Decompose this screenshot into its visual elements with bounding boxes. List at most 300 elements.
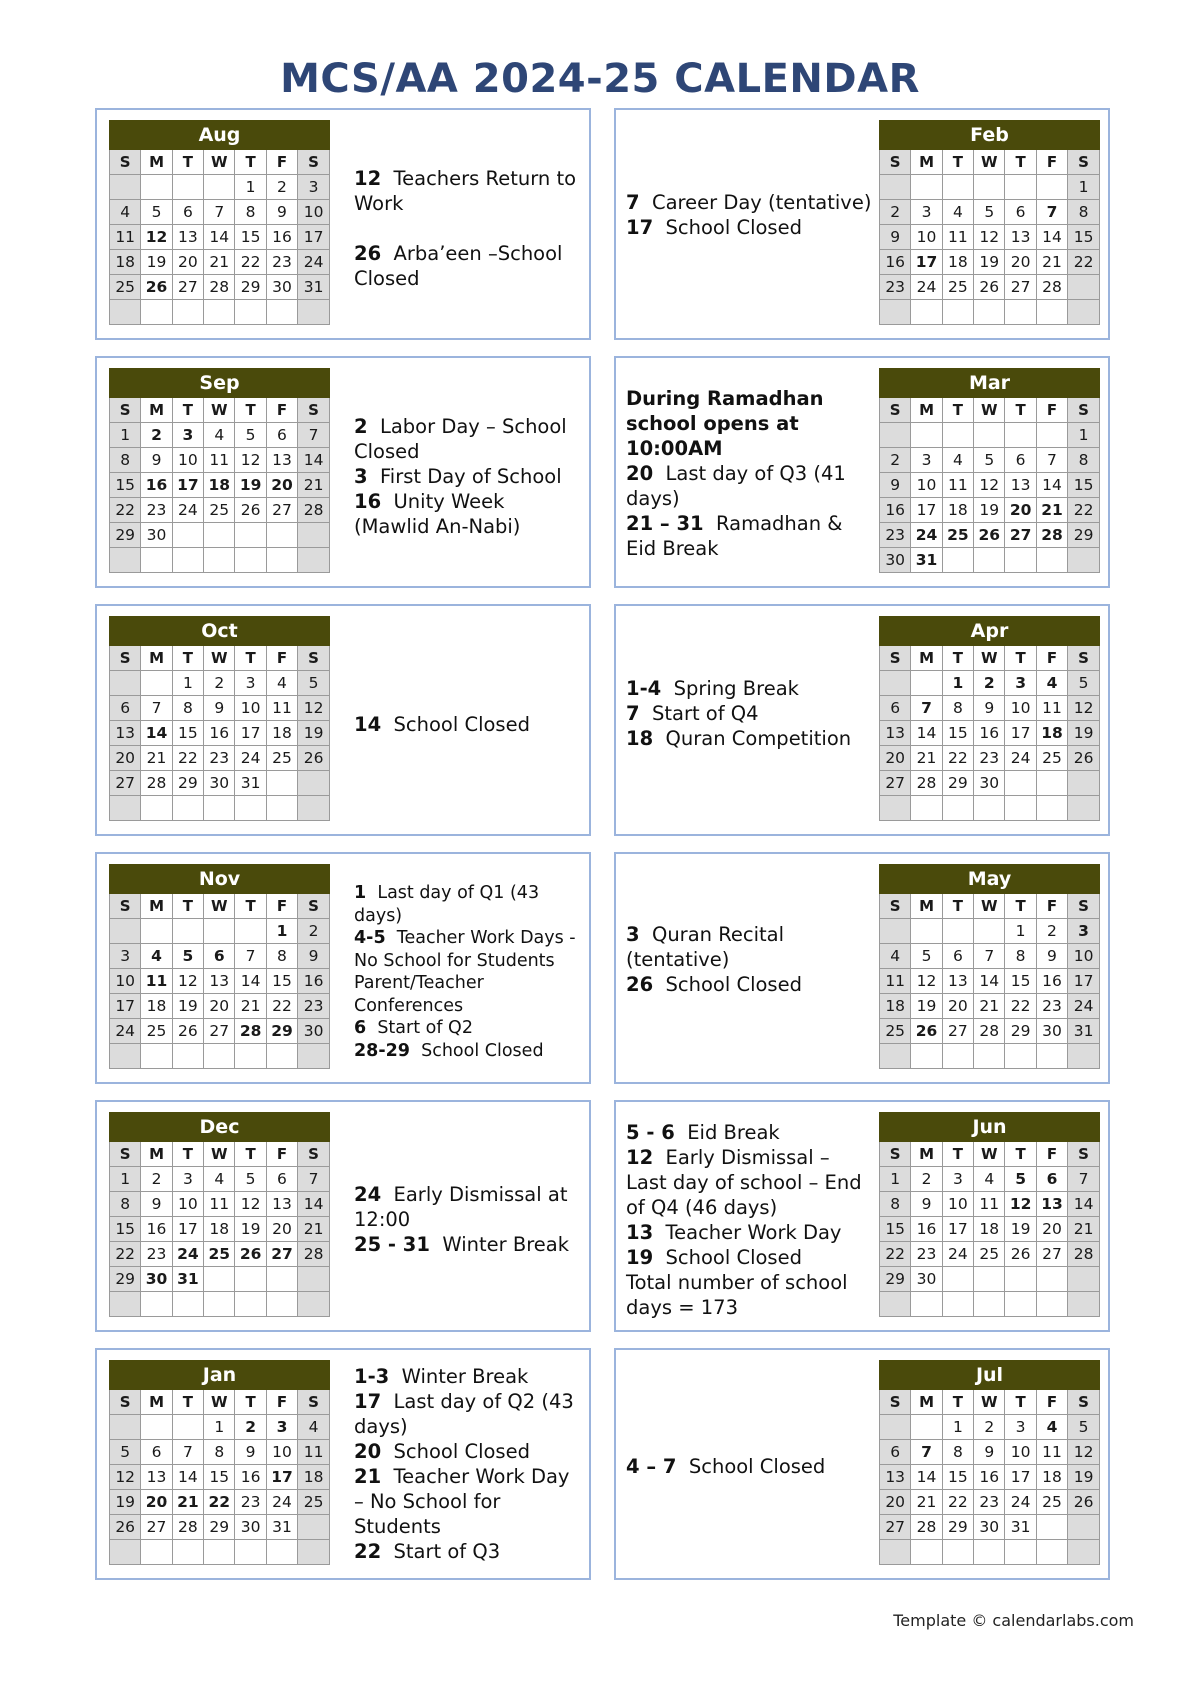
day-cell: 31 [266, 1515, 297, 1540]
day-cell: 19 [172, 994, 203, 1019]
empty-cell [1036, 771, 1067, 796]
empty-cell [172, 548, 203, 573]
day-cell: 26 [974, 275, 1005, 300]
event-date: 25 - 31 [354, 1233, 430, 1256]
event-date: 19 [626, 1246, 654, 1269]
event-note [626, 1454, 872, 1479]
weekday-label: W [974, 398, 1005, 423]
day-cell: 23 [266, 250, 297, 275]
weekday-label: M [911, 1390, 942, 1415]
empty-cell [110, 175, 141, 200]
empty-cell [110, 548, 141, 573]
empty-cell [235, 548, 266, 573]
day-cell: 30 [880, 548, 911, 573]
day-cell: 7 [298, 1167, 330, 1192]
day-cell: 15 [1068, 225, 1100, 250]
event-date: 5 - 6 [626, 1121, 675, 1144]
empty-cell [204, 1044, 235, 1069]
weekday-label: S [880, 1142, 911, 1167]
weekday-label: S [110, 398, 141, 423]
empty-cell [1068, 548, 1100, 573]
day-cell: 30 [298, 1019, 330, 1044]
day-cell: 11 [266, 696, 297, 721]
day-cell: 22 [204, 1490, 235, 1515]
day-cell: 12 [298, 696, 330, 721]
day-cell: 24 [1068, 994, 1100, 1019]
empty-cell [235, 523, 266, 548]
event-text: School Closed [676, 1455, 826, 1478]
day-cell: 23 [974, 746, 1005, 771]
empty-cell [141, 671, 172, 696]
empty-cell [110, 1292, 141, 1317]
event-note [354, 489, 582, 539]
empty-cell [141, 175, 172, 200]
empty-cell [1068, 1044, 1100, 1069]
day-cell: 5 [110, 1440, 141, 1465]
event-text: School Closed [381, 1440, 530, 1463]
day-cell: 25 [974, 1242, 1005, 1267]
empty-cell [298, 548, 330, 573]
day-cell: 15 [942, 1465, 973, 1490]
event-date: 1-3 [354, 1365, 390, 1388]
event-note [354, 1232, 582, 1257]
empty-cell [880, 1292, 911, 1317]
day-cell: 2 [298, 919, 330, 944]
day-cell: 14 [974, 969, 1005, 994]
weekday-label: T [1005, 1142, 1036, 1167]
day-cell: 16 [911, 1217, 942, 1242]
day-cell: 5 [974, 200, 1005, 225]
day-cell: 22 [266, 994, 297, 1019]
empty-cell [942, 300, 973, 325]
day-cell: 15 [1068, 473, 1100, 498]
event-date: 20 [354, 1440, 382, 1463]
event-text: School Closed [653, 216, 802, 239]
empty-cell [266, 523, 297, 548]
day-cell: 17 [942, 1217, 973, 1242]
empty-cell [1068, 796, 1100, 821]
day-cell: 10 [1005, 1440, 1036, 1465]
day-cell: 10 [1005, 696, 1036, 721]
day-cell: 17 [110, 994, 141, 1019]
day-cell: 16 [204, 721, 235, 746]
event-note [626, 922, 872, 972]
empty-cell [974, 300, 1005, 325]
event-text: Last day of Q2 (43 days) [354, 1390, 580, 1438]
day-cell: 25 [204, 1242, 235, 1267]
event-note [354, 216, 582, 241]
day-cell: 27 [880, 771, 911, 796]
day-cell: 22 [110, 1242, 141, 1267]
day-cell: 11 [942, 225, 973, 250]
day-cell: 9 [974, 696, 1005, 721]
event-date: 18 [626, 727, 654, 750]
weekday-label: M [141, 398, 172, 423]
day-cell: 4 [298, 1415, 330, 1440]
event-date: 7 [626, 191, 640, 214]
empty-cell [1068, 1292, 1100, 1317]
day-cell: 11 [1036, 696, 1067, 721]
day-cell: 21 [298, 473, 330, 498]
day-cell: 31 [235, 771, 266, 796]
event-text: Start of Q4 [639, 702, 759, 725]
weekday-label: F [1036, 894, 1067, 919]
event-text: Teacher Work Day – No School for Students [354, 1465, 576, 1538]
day-cell: 8 [942, 696, 973, 721]
day-cell: 23 [1036, 994, 1067, 1019]
day-cell: 6 [172, 200, 203, 225]
day-cell: 23 [141, 1242, 172, 1267]
empty-cell [298, 1292, 330, 1317]
day-cell: 23 [880, 275, 911, 300]
day-cell: 29 [266, 1019, 297, 1044]
day-cell: 27 [172, 275, 203, 300]
event-note [354, 1464, 582, 1539]
day-cell: 14 [172, 1465, 203, 1490]
day-cell: 18 [942, 250, 973, 275]
empty-cell [1036, 1540, 1067, 1565]
event-date: 14 [354, 713, 382, 736]
panel-nov [95, 852, 591, 1084]
event-text: First Day of School [367, 465, 562, 488]
day-cell: 27 [141, 1515, 172, 1540]
empty-cell [204, 1267, 235, 1292]
event-text: School Closed [381, 713, 530, 736]
empty-cell [204, 1540, 235, 1565]
day-cell: 27 [880, 1515, 911, 1540]
day-cell: 15 [110, 1217, 141, 1242]
empty-cell [172, 300, 203, 325]
month-calendar [109, 864, 330, 1069]
empty-cell [1036, 423, 1067, 448]
month-notes [626, 190, 872, 240]
footer-credit: Template © calendarlabs.com [893, 1611, 1134, 1630]
day-cell: 8 [110, 1192, 141, 1217]
day-cell: 30 [974, 771, 1005, 796]
event-note [626, 701, 872, 726]
empty-cell [942, 1267, 973, 1292]
day-cell: 3 [110, 944, 141, 969]
empty-cell [172, 1044, 203, 1069]
day-cell: 10 [235, 696, 266, 721]
day-cell: 25 [141, 1019, 172, 1044]
day-cell: 26 [911, 1019, 942, 1044]
day-cell: 14 [298, 1192, 330, 1217]
day-cell: 5 [298, 671, 330, 696]
day-cell: 18 [266, 721, 297, 746]
event-text: Quran Competition [653, 727, 852, 750]
month-name: Feb [880, 121, 1100, 150]
day-cell: 13 [266, 448, 297, 473]
day-cell: 29 [172, 771, 203, 796]
empty-cell [1005, 1540, 1036, 1565]
day-cell: 3 [266, 1415, 297, 1440]
weekday-label: S [880, 150, 911, 175]
day-cell: 15 [942, 721, 973, 746]
month-notes [354, 1364, 582, 1564]
day-cell: 19 [974, 250, 1005, 275]
day-cell: 26 [1005, 1242, 1036, 1267]
weekday-label: S [110, 646, 141, 671]
day-cell: 4 [266, 671, 297, 696]
day-cell: 2 [204, 671, 235, 696]
day-cell: 30 [141, 523, 172, 548]
event-date: 1-4 [626, 677, 662, 700]
empty-cell [110, 671, 141, 696]
day-cell: 11 [1036, 1440, 1067, 1465]
empty-cell [974, 796, 1005, 821]
day-cell: 10 [172, 448, 203, 473]
day-cell: 10 [172, 1192, 203, 1217]
empty-cell [1036, 796, 1067, 821]
day-cell: 16 [974, 721, 1005, 746]
day-cell: 20 [942, 994, 973, 1019]
empty-cell [974, 1292, 1005, 1317]
weekday-label: M [141, 1142, 172, 1167]
empty-cell [880, 1044, 911, 1069]
day-cell: 29 [204, 1515, 235, 1540]
day-cell: 22 [1005, 994, 1036, 1019]
day-cell: 14 [911, 721, 942, 746]
day-cell: 9 [1036, 944, 1067, 969]
day-cell: 17 [235, 721, 266, 746]
day-cell: 15 [266, 969, 297, 994]
day-cell: 3 [911, 200, 942, 225]
day-cell: 12 [974, 473, 1005, 498]
day-cell: 5 [172, 944, 203, 969]
day-cell: 6 [266, 423, 297, 448]
event-text: Winter Break [389, 1365, 529, 1388]
weekday-label: F [266, 1390, 297, 1415]
day-cell: 9 [974, 1440, 1005, 1465]
weekday-label: W [204, 1142, 235, 1167]
event-date: 21 [354, 1465, 382, 1488]
day-cell: 2 [235, 1415, 266, 1440]
weekday-label: T [235, 894, 266, 919]
event-note [626, 1120, 872, 1145]
day-cell: 13 [141, 1465, 172, 1490]
day-cell: 9 [880, 225, 911, 250]
event-note [354, 1389, 582, 1439]
day-cell: 19 [1068, 1465, 1100, 1490]
weekday-label: F [266, 150, 297, 175]
day-cell: 17 [911, 250, 942, 275]
day-cell: 1 [880, 1167, 911, 1192]
day-cell: 7 [298, 423, 330, 448]
day-cell: 19 [1005, 1217, 1036, 1242]
day-cell: 14 [1036, 473, 1067, 498]
weekday-label: S [298, 894, 330, 919]
day-cell: 9 [298, 944, 330, 969]
day-cell: 2 [141, 423, 172, 448]
event-note [626, 676, 872, 701]
day-cell: 26 [172, 1019, 203, 1044]
day-cell: 24 [172, 1242, 203, 1267]
day-cell: 21 [974, 994, 1005, 1019]
day-cell: 1 [1068, 423, 1100, 448]
day-cell: 23 [141, 498, 172, 523]
day-cell: 16 [298, 969, 330, 994]
empty-cell [141, 1415, 172, 1440]
empty-cell [911, 1044, 942, 1069]
day-cell: 30 [1036, 1019, 1067, 1044]
panel-apr [614, 604, 1110, 836]
day-cell: 25 [298, 1490, 330, 1515]
empty-cell [1005, 1044, 1036, 1069]
event-date: 7 [626, 702, 640, 725]
day-cell: 12 [141, 225, 172, 250]
month-name: Sep [110, 369, 330, 398]
weekday-label: T [1005, 398, 1036, 423]
day-cell: 28 [974, 1019, 1005, 1044]
empty-cell [1068, 1540, 1100, 1565]
weekday-label: T [235, 1142, 266, 1167]
weekday-label: T [172, 1142, 203, 1167]
empty-cell [942, 1292, 973, 1317]
day-cell: 18 [298, 1465, 330, 1490]
day-cell: 3 [1068, 919, 1100, 944]
day-cell: 26 [1068, 746, 1100, 771]
day-cell: 27 [110, 771, 141, 796]
empty-cell [1005, 423, 1036, 448]
day-cell: 8 [1068, 448, 1100, 473]
day-cell: 28 [911, 1515, 942, 1540]
weekday-label: W [204, 646, 235, 671]
empty-cell [911, 796, 942, 821]
day-cell: 5 [1068, 671, 1100, 696]
day-cell: 10 [911, 225, 942, 250]
event-note [354, 1364, 582, 1389]
panel-sep [95, 356, 591, 588]
weekday-label: W [204, 398, 235, 423]
day-cell: 20 [880, 1490, 911, 1515]
empty-cell [298, 523, 330, 548]
day-cell: 2 [911, 1167, 942, 1192]
empty-cell [110, 1415, 141, 1440]
day-cell: 18 [974, 1217, 1005, 1242]
day-cell: 12 [172, 969, 203, 994]
day-cell: 6 [204, 944, 235, 969]
empty-cell [911, 1292, 942, 1317]
day-cell: 10 [942, 1192, 973, 1217]
day-cell: 11 [298, 1440, 330, 1465]
event-text: Unity Week (Mawlid An-Nabi) [354, 490, 521, 538]
weekday-label: S [1068, 150, 1100, 175]
empty-cell [974, 1044, 1005, 1069]
day-cell: 30 [974, 1515, 1005, 1540]
day-cell: 20 [266, 473, 297, 498]
day-cell: 24 [911, 523, 942, 548]
day-cell: 21 [911, 1490, 942, 1515]
day-cell: 11 [880, 969, 911, 994]
day-cell: 12 [235, 1192, 266, 1217]
day-cell: 22 [235, 250, 266, 275]
weekday-label: S [298, 646, 330, 671]
day-cell: 19 [1068, 721, 1100, 746]
day-cell: 7 [141, 696, 172, 721]
day-cell: 18 [204, 1217, 235, 1242]
empty-cell [1036, 548, 1067, 573]
day-cell: 2 [141, 1167, 172, 1192]
day-cell: 23 [235, 1490, 266, 1515]
empty-cell [1068, 771, 1100, 796]
event-text: Early Dismissal at 12:00 [354, 1183, 574, 1231]
weekday-label: W [974, 1390, 1005, 1415]
day-cell: 19 [235, 1217, 266, 1242]
event-date: 16 [354, 490, 382, 513]
empty-cell [880, 300, 911, 325]
event-date: 4 – 7 [626, 1455, 677, 1478]
weekday-label: S [298, 150, 330, 175]
day-cell: 3 [942, 1167, 973, 1192]
day-cell: 5 [235, 423, 266, 448]
weekday-label: T [235, 646, 266, 671]
event-date: During Ramadhan school opens at 10:00AM [626, 387, 824, 460]
day-cell: 22 [1068, 498, 1100, 523]
event-text: Early Dismissal – Last day of school – End of Q4 (46 days) [626, 1146, 868, 1219]
weekday-label: T [942, 1390, 973, 1415]
day-cell: 28 [911, 771, 942, 796]
event-note [354, 414, 582, 464]
day-cell: 16 [974, 1465, 1005, 1490]
empty-cell [204, 1292, 235, 1317]
day-cell: 28 [298, 498, 330, 523]
weekday-label: F [1036, 398, 1067, 423]
empty-cell [942, 919, 973, 944]
event-text: School Closed [653, 1246, 802, 1269]
day-cell: 7 [204, 200, 235, 225]
empty-cell [880, 671, 911, 696]
empty-cell [266, 300, 297, 325]
panel-aug [95, 108, 591, 340]
empty-cell [911, 919, 942, 944]
day-cell: 12 [911, 969, 942, 994]
weekday-label: M [911, 398, 942, 423]
day-cell: 21 [204, 250, 235, 275]
event-text: Last day of Q3 (41 days) [626, 462, 852, 510]
day-cell: 17 [172, 473, 203, 498]
event-note [354, 166, 582, 216]
event-note [354, 712, 582, 737]
event-text: Career Day (tentative) [639, 191, 872, 214]
day-cell: 29 [1068, 523, 1100, 548]
empty-cell [141, 796, 172, 821]
day-cell: 20 [1005, 498, 1036, 523]
day-cell: 8 [235, 200, 266, 225]
event-note [626, 1270, 872, 1320]
day-cell: 27 [266, 1242, 297, 1267]
event-date: 21 – 31 [626, 512, 704, 535]
event-note [626, 1145, 872, 1220]
day-cell: 5 [1068, 1415, 1100, 1440]
day-cell: 3 [298, 175, 330, 200]
empty-cell [110, 919, 141, 944]
empty-cell [1036, 1044, 1067, 1069]
day-cell: 24 [1005, 746, 1036, 771]
weekday-label: S [1068, 398, 1100, 423]
event-text: Last day of Q1 (43 days) [354, 883, 545, 926]
day-cell: 9 [911, 1192, 942, 1217]
empty-cell [1005, 175, 1036, 200]
day-cell: 16 [266, 225, 297, 250]
panel-jul [614, 1348, 1110, 1580]
day-cell: 1 [235, 175, 266, 200]
day-cell: 28 [172, 1515, 203, 1540]
month-calendar [879, 864, 1100, 1069]
weekday-label: T [235, 1390, 266, 1415]
empty-cell [1036, 300, 1067, 325]
event-text: Teacher Work Day [653, 1221, 842, 1244]
